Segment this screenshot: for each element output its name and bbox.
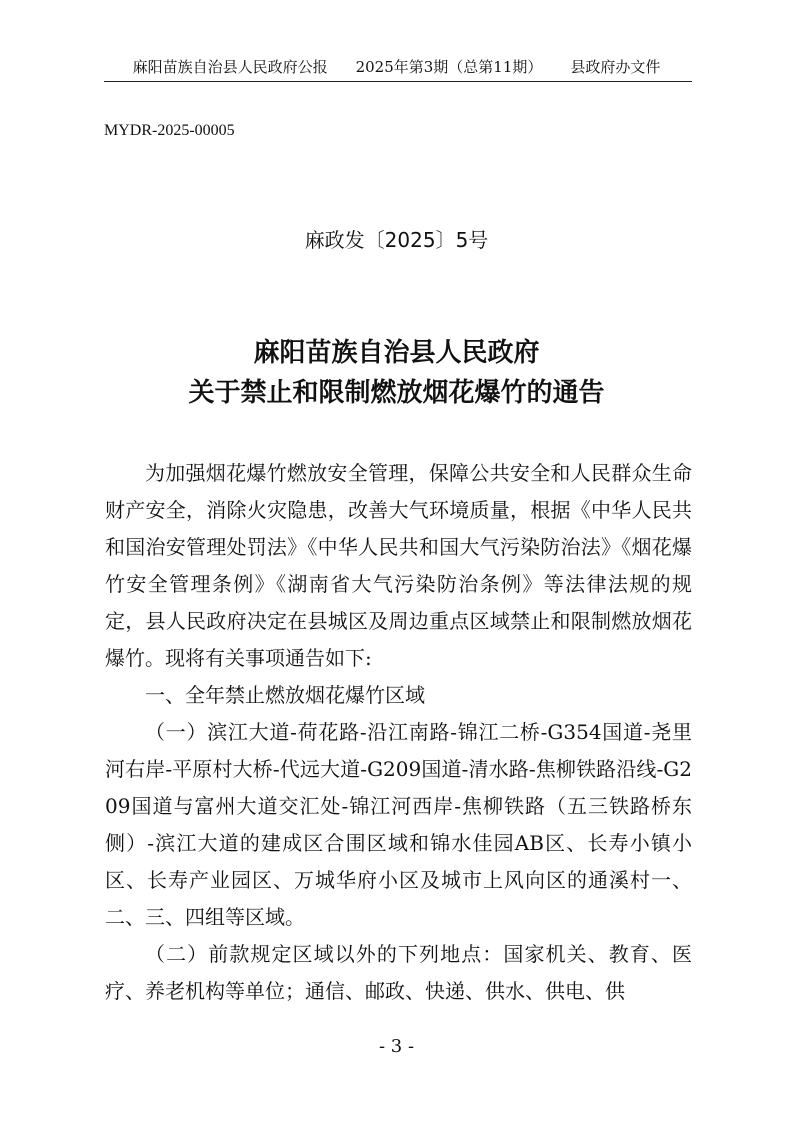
title-line-2: 关于禁止和限制燃放烟花爆竹的通告 [188, 378, 605, 408]
header-category: 县政府办文件 [570, 58, 661, 76]
header-issue: 2025年第3期（总第11期） [355, 58, 543, 76]
gazette-header [0, 57, 793, 77]
document-title [0, 333, 793, 413]
body-paragraph: （一）滨江大道-荷花路-沿江南路-锦江二桥-G354国道-尧里河右岸-平原村大桥-代远大道-G209国道-清水路-焦柳铁路沿线-G209国道与富州大道交汇处-锦江河西岸-焦柳铁路（五三铁路桥东侧）-滨江大道的建成区合围区域和锦水佳园AB区、长寿小镇小区、长寿产业园区、万城华府小区及城市上风向区的通溪村一、二、三、四组等区域。 [105, 720, 692, 929]
document-code: MYDR-2025-00005 [104, 122, 235, 139]
document-number: 麻政发〔2025〕5号 [304, 228, 489, 252]
body-paragraph: （二）前款规定区域以外的下列地点：国家机关、教育、医疗、养老机构等单位；通信、邮政、快递、供水、供电、供 [105, 942, 692, 1003]
header-publication: 麻阳苗族自治县人民政府公报 [132, 58, 328, 76]
page-number: - 3 - [378, 1036, 415, 1057]
document-body [105, 455, 692, 1010]
body-paragraph: 为加强烟花爆竹燃放安全管理，保障公共安全和人民群众生命财产安全，消除火灾隐患，改善大气环境质量，根据《中华人民共和国治安管理处罚法》《中华人民共和国大气污染防治法》《烟花爆竹安全管理条例》《湖南省大气污染防治条例》等法律法规的规定，县人民政府决定在县城区及周边重点区域禁止和限制燃放烟花爆竹。现将有关事项通告如下: [105, 461, 692, 670]
section-heading: 一、全年禁止燃放烟花爆竹区域 [145, 683, 425, 707]
header-rule [104, 81, 692, 82]
title-line-1: 麻阳苗族自治县人民政府 [253, 338, 540, 368]
